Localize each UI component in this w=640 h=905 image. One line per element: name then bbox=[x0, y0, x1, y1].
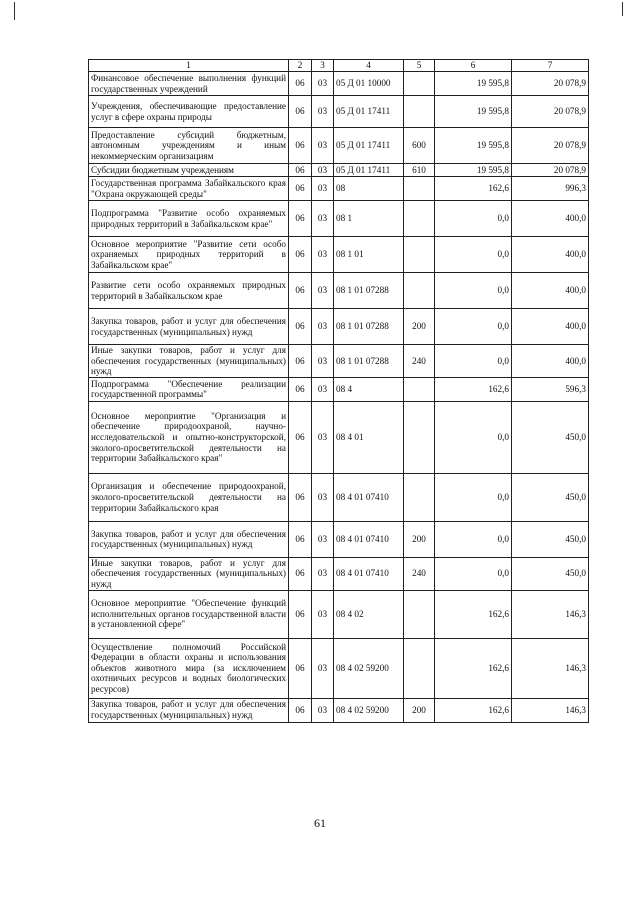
row-name-cell: Развитие сети особо охраняемых природных территорий в Забайкальском крае bbox=[89, 273, 289, 309]
row-value-cell-c7: 20 078,9 bbox=[512, 128, 589, 164]
row-value-cell-c6: 162,6 bbox=[435, 590, 512, 638]
row-value-cell-c6: 162,6 bbox=[435, 638, 512, 698]
row-value-cell-c4: 08 4 01 07410 bbox=[334, 557, 404, 590]
row-value-cell-c5 bbox=[404, 72, 435, 96]
row-value-cell-c4: 08 4 01 07410 bbox=[334, 473, 404, 521]
row-value-cell-c3: 03 bbox=[312, 698, 334, 722]
table-row bbox=[89, 201, 589, 237]
row-value-cell-c3: 03 bbox=[312, 177, 334, 201]
row-value-cell-c6: 0,0 bbox=[435, 237, 512, 273]
row-value-cell-c3: 03 bbox=[312, 237, 334, 273]
row-name-cell: Подпрограмма "Обеспечение реализации государственной программы" bbox=[89, 377, 289, 401]
row-value-cell-c7: 20 078,9 bbox=[512, 72, 589, 96]
row-value-cell-c7: 450,0 bbox=[512, 521, 589, 557]
row-value-cell-c4: 05 Д 01 17411 bbox=[334, 164, 404, 177]
row-name-cell: Государственная программа Забайкальского края "Охрана окружающей среды" bbox=[89, 177, 289, 201]
table-row bbox=[89, 72, 589, 96]
table-row bbox=[89, 401, 589, 473]
table-row bbox=[89, 698, 589, 722]
row-value-cell-c5 bbox=[404, 201, 435, 237]
row-value-cell-c7: 20 078,9 bbox=[512, 96, 589, 128]
row-value-cell-c5: 600 bbox=[404, 128, 435, 164]
row-value-cell-c6: 19 595,8 bbox=[435, 164, 512, 177]
column-header: 6 bbox=[435, 60, 512, 72]
row-value-cell-c6: 0,0 bbox=[435, 521, 512, 557]
row-value-cell-c7: 450,0 bbox=[512, 557, 589, 590]
row-name-cell: Иные закупки товаров, работ и услуг для обеспечения государственных (муниципальных) нужд bbox=[89, 345, 289, 378]
row-value-cell-c3: 03 bbox=[312, 72, 334, 96]
row-value-cell-c4: 08 1 01 07288 bbox=[334, 345, 404, 378]
row-value-cell-c4: 05 Д 01 10000 bbox=[334, 72, 404, 96]
column-header: 5 bbox=[404, 60, 435, 72]
row-value-cell-c4: 08 4 02 59200 bbox=[334, 698, 404, 722]
row-value-cell-c4: 08 4 bbox=[334, 377, 404, 401]
row-value-cell-c2: 06 bbox=[289, 473, 312, 521]
scan-edge-mark bbox=[14, 2, 15, 20]
row-name-cell: Учреждения, обеспечивающие предоставление услуг в сфере охраны природы bbox=[89, 96, 289, 128]
row-value-cell-c5 bbox=[404, 96, 435, 128]
row-value-cell-c3: 03 bbox=[312, 128, 334, 164]
table-row bbox=[89, 377, 589, 401]
row-value-cell-c7: 400,0 bbox=[512, 237, 589, 273]
row-value-cell-c4: 08 1 01 07288 bbox=[334, 309, 404, 345]
row-value-cell-c2: 06 bbox=[289, 128, 312, 164]
row-name-cell: Основное мероприятие "Организация и обеспечение природоохраной, научно-исследовательской и опытно-конструкторской, эколого-просветительской деятельности на территории Забайкальского края" bbox=[89, 401, 289, 473]
row-value-cell-c2: 06 bbox=[289, 72, 312, 96]
row-value-cell-c5 bbox=[404, 473, 435, 521]
row-value-cell-c2: 06 bbox=[289, 237, 312, 273]
row-value-cell-c4: 08 4 02 59200 bbox=[334, 638, 404, 698]
table-row bbox=[89, 473, 589, 521]
row-value-cell-c6: 0,0 bbox=[435, 345, 512, 378]
column-header: 7 bbox=[512, 60, 589, 72]
row-value-cell-c4: 08 1 bbox=[334, 201, 404, 237]
row-value-cell-c6: 0,0 bbox=[435, 473, 512, 521]
row-value-cell-c3: 03 bbox=[312, 309, 334, 345]
row-name-cell: Закупка товаров, работ и услуг для обеспечения государственных (муниципальных) нужд bbox=[89, 698, 289, 722]
row-value-cell-c4: 08 4 01 07410 bbox=[334, 521, 404, 557]
row-value-cell-c7: 400,0 bbox=[512, 201, 589, 237]
row-value-cell-c3: 03 bbox=[312, 164, 334, 177]
row-value-cell-c7: 450,0 bbox=[512, 401, 589, 473]
row-name-cell: Организация и обеспечение природоохраной, эколого-просветительской деятельности на территории Забайкальского края bbox=[89, 473, 289, 521]
row-value-cell-c3: 03 bbox=[312, 345, 334, 378]
table-row bbox=[89, 345, 589, 378]
row-name-cell: Финансовое обеспечение выполнения функций государственных учреждений bbox=[89, 72, 289, 96]
row-value-cell-c7: 400,0 bbox=[512, 273, 589, 309]
row-value-cell-c3: 03 bbox=[312, 638, 334, 698]
row-value-cell-c2: 06 bbox=[289, 177, 312, 201]
row-value-cell-c6: 19 595,8 bbox=[435, 96, 512, 128]
row-value-cell-c3: 03 bbox=[312, 590, 334, 638]
table-body bbox=[89, 72, 589, 723]
row-value-cell-c5 bbox=[404, 237, 435, 273]
row-value-cell-c7: 996,3 bbox=[512, 177, 589, 201]
row-value-cell-c2: 06 bbox=[289, 309, 312, 345]
row-value-cell-c6: 0,0 bbox=[435, 201, 512, 237]
row-value-cell-c5 bbox=[404, 273, 435, 309]
table-row bbox=[89, 521, 589, 557]
table-row bbox=[89, 177, 589, 201]
row-value-cell-c7: 146,3 bbox=[512, 698, 589, 722]
row-value-cell-c6: 162,6 bbox=[435, 698, 512, 722]
row-name-cell: Основное мероприятие "Обеспечение функций исполнительных органов государственной власти в установленной сфере" bbox=[89, 590, 289, 638]
row-value-cell-c4: 08 1 01 bbox=[334, 237, 404, 273]
row-value-cell-c6: 0,0 bbox=[435, 557, 512, 590]
row-value-cell-c6: 19 595,8 bbox=[435, 72, 512, 96]
scan-edge-mark bbox=[622, 2, 623, 16]
column-header: 1 bbox=[89, 60, 289, 72]
row-value-cell-c4: 08 4 02 bbox=[334, 590, 404, 638]
table-row bbox=[89, 638, 589, 698]
table-row bbox=[89, 309, 589, 345]
row-value-cell-c5: 200 bbox=[404, 698, 435, 722]
table-row bbox=[89, 590, 589, 638]
row-value-cell-c6: 0,0 bbox=[435, 273, 512, 309]
table-row bbox=[89, 164, 589, 177]
row-value-cell-c2: 06 bbox=[289, 590, 312, 638]
row-value-cell-c2: 06 bbox=[289, 201, 312, 237]
row-value-cell-c7: 400,0 bbox=[512, 345, 589, 378]
row-value-cell-c4: 08 bbox=[334, 177, 404, 201]
row-value-cell-c7: 146,3 bbox=[512, 638, 589, 698]
row-name-cell: Подпрограмма "Развитие особо охраняемых природных территорий в Забайкальском крае" bbox=[89, 201, 289, 237]
table-row bbox=[89, 237, 589, 273]
row-value-cell-c7: 596,3 bbox=[512, 377, 589, 401]
row-value-cell-c2: 06 bbox=[289, 698, 312, 722]
column-header: 3 bbox=[312, 60, 334, 72]
row-value-cell-c2: 06 bbox=[289, 521, 312, 557]
row-value-cell-c5: 200 bbox=[404, 521, 435, 557]
row-value-cell-c3: 03 bbox=[312, 557, 334, 590]
page-number: 61 bbox=[314, 816, 326, 830]
row-value-cell-c3: 03 bbox=[312, 377, 334, 401]
row-value-cell-c4: 05 Д 01 17411 bbox=[334, 128, 404, 164]
row-value-cell-c7: 400,0 bbox=[512, 309, 589, 345]
row-name-cell: Субсидии бюджетным учреждениям bbox=[89, 164, 289, 177]
row-value-cell-c6: 19 595,8 bbox=[435, 128, 512, 164]
row-value-cell-c6: 0,0 bbox=[435, 309, 512, 345]
row-value-cell-c4: 08 4 01 bbox=[334, 401, 404, 473]
row-value-cell-c3: 03 bbox=[312, 273, 334, 309]
row-value-cell-c3: 03 bbox=[312, 473, 334, 521]
row-value-cell-c2: 06 bbox=[289, 401, 312, 473]
row-value-cell-c2: 06 bbox=[289, 345, 312, 378]
row-value-cell-c6: 0,0 bbox=[435, 401, 512, 473]
row-value-cell-c6: 162,6 bbox=[435, 177, 512, 201]
row-value-cell-c4: 05 Д 01 17411 bbox=[334, 96, 404, 128]
row-value-cell-c3: 03 bbox=[312, 201, 334, 237]
row-value-cell-c6: 162,6 bbox=[435, 377, 512, 401]
row-value-cell-c4: 08 1 01 07288 bbox=[334, 273, 404, 309]
row-value-cell-c5: 610 bbox=[404, 164, 435, 177]
table-row bbox=[89, 96, 589, 128]
row-value-cell-c7: 450,0 bbox=[512, 473, 589, 521]
row-value-cell-c5 bbox=[404, 590, 435, 638]
row-value-cell-c7: 20 078,9 bbox=[512, 164, 589, 177]
table-row bbox=[89, 128, 589, 164]
column-header: 2 bbox=[289, 60, 312, 72]
row-value-cell-c2: 06 bbox=[289, 96, 312, 128]
row-value-cell-c5: 200 bbox=[404, 309, 435, 345]
column-header: 4 bbox=[334, 60, 404, 72]
row-value-cell-c2: 06 bbox=[289, 638, 312, 698]
row-value-cell-c5: 240 bbox=[404, 557, 435, 590]
row-value-cell-c5 bbox=[404, 377, 435, 401]
row-value-cell-c3: 03 bbox=[312, 521, 334, 557]
row-name-cell: Основное мероприятие "Развитие сети особо охраняемых природных территорий в Забайкальском крае" bbox=[89, 237, 289, 273]
row-value-cell-c7: 146,3 bbox=[512, 590, 589, 638]
row-value-cell-c5: 240 bbox=[404, 345, 435, 378]
row-value-cell-c5 bbox=[404, 177, 435, 201]
row-name-cell: Закупка товаров, работ и услуг для обеспечения государственных (муниципальных) нужд bbox=[89, 521, 289, 557]
row-value-cell-c2: 06 bbox=[289, 164, 312, 177]
row-value-cell-c2: 06 bbox=[289, 377, 312, 401]
row-name-cell: Предоставление субсидий бюджетным, автономным учреждениям и иным некоммерческим организациям bbox=[89, 128, 289, 164]
budget-table bbox=[88, 59, 589, 723]
table-row bbox=[89, 557, 589, 590]
row-name-cell: Осуществление полномочий Российской Федерации в области охраны и использования объектов животного мира (за исключением охотничьих ресурсов и водных биологических ресурсов) bbox=[89, 638, 289, 698]
row-name-cell: Закупка товаров, работ и услуг для обеспечения государственных (муниципальных) нужд bbox=[89, 309, 289, 345]
row-value-cell-c5 bbox=[404, 401, 435, 473]
table-row bbox=[89, 273, 589, 309]
row-name-cell: Иные закупки товаров, работ и услуг для обеспечения государственных (муниципальных) нужд bbox=[89, 557, 289, 590]
row-value-cell-c3: 03 bbox=[312, 96, 334, 128]
table-header-row bbox=[89, 60, 589, 72]
row-value-cell-c2: 06 bbox=[289, 273, 312, 309]
row-value-cell-c2: 06 bbox=[289, 557, 312, 590]
row-value-cell-c3: 03 bbox=[312, 401, 334, 473]
row-value-cell-c5 bbox=[404, 638, 435, 698]
